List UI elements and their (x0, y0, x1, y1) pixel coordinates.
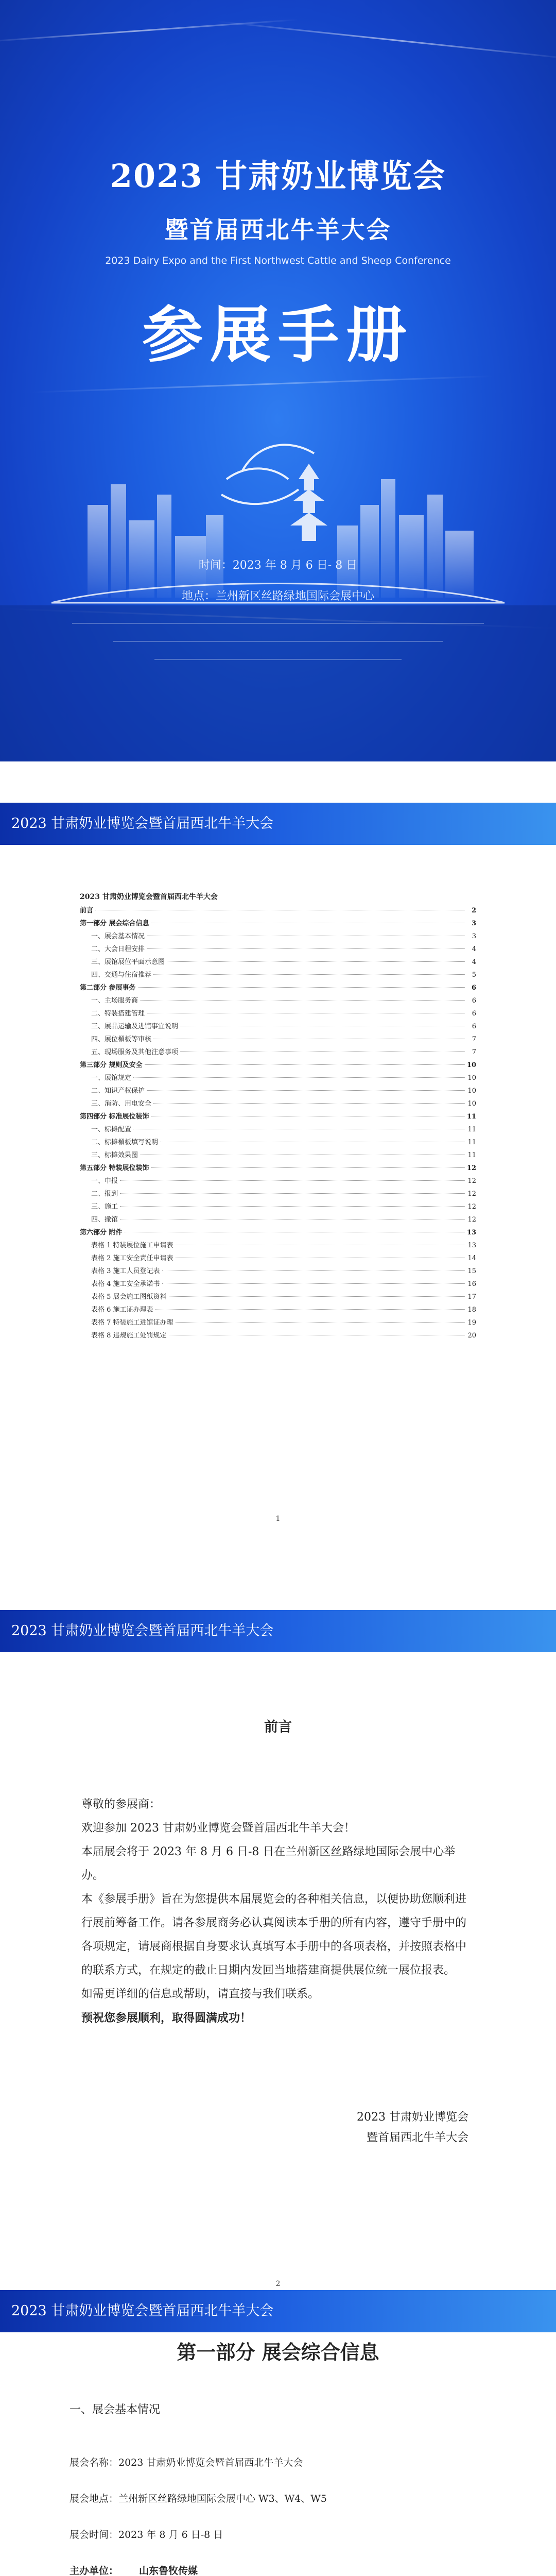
foreword-paragraph: 如需更详细的信息或帮助，请直接与我们联系。 (81, 1988, 320, 2001)
cover-english-title: 2023 Dairy Expo and the First Northwest Cattle and Sheep Conference (105, 255, 451, 266)
toc-entry-text: 第六部分 附件 (80, 1229, 123, 1236)
foreword-closing: 预祝您参展顺利，取得圆满成功！ (81, 2011, 252, 2025)
toc-entry-page: 11 (467, 1151, 476, 1159)
toc-entry-page: 12 (467, 1177, 476, 1185)
toc-entry-page: 10 (467, 1100, 476, 1108)
toc-entry-page: 12 (467, 1216, 476, 1224)
toc-entry-page: 13 (467, 1242, 476, 1249)
toc-leader-dots (167, 961, 465, 962)
toc-entry-page: 3 (472, 933, 476, 940)
toc-entry[interactable] (80, 1214, 476, 1227)
toc-entry-page: 7 (472, 1048, 476, 1056)
toc-entry[interactable] (80, 1330, 476, 1343)
toc-entry-page: 20 (467, 1332, 476, 1340)
toc-entry-text: 前言 (80, 907, 94, 914)
signature-line: 暨首届西北牛羊大会 (366, 2131, 468, 2144)
toc-entry-page: 12 (467, 1190, 476, 1198)
toc-entry-text: 表格 8 违规施工处罚规定 (91, 1332, 167, 1340)
toc-entry[interactable] (80, 995, 476, 1008)
foreword-signature (304, 2107, 468, 2148)
toc-entry-text: 一、标摊配置 (91, 1126, 132, 1133)
foreword-body (81, 1793, 473, 2030)
toc-entry[interactable] (80, 1085, 476, 1098)
toc-entry-text: 第五部分 特装展位装饰 (80, 1164, 149, 1172)
toc-entry-text: 第二部分 参展事务 (80, 984, 136, 992)
toc-entry[interactable] (80, 956, 476, 969)
toc-entry[interactable] (80, 905, 476, 918)
toc-entry[interactable] (80, 918, 476, 930)
toc-leader-dots (162, 1283, 465, 1284)
toc-entry-text: 表格 1 特装展位施工申请表 (91, 1242, 173, 1249)
toc-entry-page: 6 (471, 984, 476, 992)
page-header-band: 2023 甘肃奶业博览会暨首届西北牛羊大会 (0, 2290, 556, 2332)
toc-entry-page: 4 (472, 945, 476, 953)
toc-entry[interactable] (80, 1278, 476, 1291)
toc-entry[interactable] (80, 1252, 476, 1265)
cover-main-title: 参展手册 (142, 299, 414, 370)
toc-leader-dots (151, 1167, 465, 1168)
toc-entry-page: 11 (467, 1139, 476, 1146)
toc-entry[interactable] (80, 1033, 476, 1046)
host-label: 主办单位： (70, 2565, 119, 2576)
city-skyline-illustration (0, 0, 556, 761)
toc-leader-dots (138, 987, 465, 988)
toc-entry-text: 五、现场服务及其他注意事项 (91, 1048, 179, 1056)
toc-entry-text: 三、展馆展位平面示意图 (91, 958, 165, 966)
toc-entry[interactable] (80, 1265, 476, 1278)
signature-line: 2023 甘肃奶业博览会 (357, 2111, 468, 2124)
toc-entry-page: 13 (467, 1229, 477, 1236)
toc-entry-page: 6 (472, 1023, 476, 1030)
toc-leader-dots (162, 1270, 465, 1271)
toc-entry-text: 第四部分 标准展位装饰 (80, 1113, 149, 1121)
toc-entry-page: 4 (472, 958, 476, 966)
part1-title: 第一部分 展会综合信息 (177, 2341, 379, 2364)
toc-entry-page: 3 (471, 920, 476, 927)
toc-leader-dots (169, 1296, 465, 1297)
toc-entry[interactable] (80, 1201, 476, 1214)
toc-entry-page: 10 (467, 1087, 476, 1095)
toc-entry-text: 表格 7 特装施工进馆证办理 (91, 1319, 173, 1327)
toc-entry-text: 二、知识产权保护 (91, 1087, 145, 1095)
toc-entry[interactable] (80, 1175, 476, 1188)
foreword-paragraph: 本届展会将于 2023 年 8 月 6 日-8 日在兰州新区丝路绿地国际会展中心举办。 (81, 1845, 456, 1882)
toc-entry-text: 第一部分 展会综合信息 (80, 920, 149, 927)
toc-leader-dots (147, 948, 465, 949)
toc-entry-text: 三、标摊效果图 (91, 1151, 138, 1159)
toc-entry-text: 四、展位楣板等审核 (91, 1036, 152, 1043)
expo-venue: 展会地点：兰州新区丝路绿地国际会展中心 W3、W4、W5 (70, 2493, 327, 2504)
cover-title: 2023 甘肃奶业博览会 (110, 157, 446, 195)
toc-entry-page: 17 (467, 1293, 476, 1301)
toc-entry-page: 15 (467, 1267, 476, 1275)
toc-entry-text: 二、特装搭建管理 (91, 1010, 145, 1018)
cover-time: 时间：2023 年 8 月 6 日- 8 日 (198, 559, 358, 572)
toc-entry[interactable] (80, 943, 476, 956)
page-number: 1 (275, 1515, 281, 1523)
toc-entry-page: 6 (472, 997, 476, 1005)
toc-entry-page: 6 (472, 1010, 476, 1018)
toc-leader-dots (133, 1077, 465, 1078)
toc-entry-text: 四、交通与住宿推荐 (91, 971, 152, 979)
toc-entry-text: 三、施工 (91, 1203, 118, 1211)
toc-leader-dots (176, 1322, 465, 1323)
host-name: 山东鲁牧传媒 (139, 2565, 198, 2576)
toc-leader-dots (153, 1103, 465, 1104)
toc-entry[interactable] (80, 1098, 476, 1111)
toc-entry-text: 三、展品运输及进馆事宜说明 (91, 1023, 179, 1030)
page-number: 2 (275, 2280, 281, 2288)
toc-entry[interactable] (80, 1059, 476, 1072)
toc-leader-dots (155, 1309, 465, 1310)
toc-entry[interactable] (80, 1227, 476, 1240)
toc-entry-page: 16 (467, 1280, 476, 1288)
toc-entry[interactable] (80, 930, 476, 943)
part1-section-heading: 一、展会基本情况 (70, 2403, 161, 2416)
toc-entry-text: 一、主场服务商 (91, 997, 138, 1005)
toc-entry-text: 一、展馆规定 (91, 1074, 132, 1082)
toc-entry[interactable] (80, 1008, 476, 1021)
toc-entry[interactable] (80, 1149, 476, 1162)
toc-entry-page: 7 (472, 1036, 476, 1043)
expo-time: 展会时间：2023 年 8 月 6 日-8 日 (70, 2529, 223, 2540)
toc-entry[interactable] (80, 1111, 476, 1124)
toc-entry-text: 一、展会基本情况 (91, 933, 145, 940)
toc-leader-dots (120, 1206, 465, 1207)
toc-entry-page: 10 (467, 1061, 477, 1069)
toc-leader-dots (147, 1090, 465, 1091)
toc-entry-page: 11 (467, 1126, 476, 1133)
toc-entry-text: 表格 4 施工安全承诺书 (91, 1280, 160, 1288)
toc-entry[interactable] (80, 1317, 476, 1330)
page-header-band: 2023 甘肃奶业博览会暨首届西北牛羊大会 (0, 1610, 556, 1652)
toc-title: 2023 甘肃奶业博览会暨首届西北牛羊大会 (80, 893, 218, 901)
expo-name: 展会名称：2023 甘肃奶业博览会暨首届西北牛羊大会 (70, 2457, 303, 2468)
cover-place: 地点：兰州新区丝路绿地国际会展中心 (181, 590, 374, 603)
toc-leader-dots (153, 974, 465, 975)
toc-entry-page: 2 (471, 907, 476, 914)
cover-page (0, 0, 556, 761)
toc-entry-text: 一、申报 (91, 1177, 118, 1185)
toc-leader-dots (120, 1180, 465, 1181)
host-row (70, 2563, 198, 2576)
toc-leader-dots (140, 1000, 465, 1001)
toc-entry-page: 5 (472, 971, 476, 979)
foreword-paragraph: 本《参展手册》旨在为您提供本届展览会的各种相关信息，以便协助您顺利进行展前筹备工作。请各参展商务必认真阅读本手册的所有内容，遵守手册中的各项规定，请展商根据自身要求认真填写本手册中的各项表格，并按照表格中的联系方式，在规定的截止日期内发回当地搭建商提供展位统一展位报表。 (81, 1893, 467, 1977)
table-of-contents (80, 891, 476, 1343)
cover-subtitle: 暨首届西北牛羊大会 (164, 216, 392, 244)
toc-entry-text: 表格 2 施工安全责任申请表 (91, 1255, 173, 1262)
toc-entry[interactable] (80, 1291, 476, 1304)
toc-entry-page: 12 (467, 1164, 477, 1172)
toc-entry-page: 18 (467, 1306, 476, 1314)
toc-entry-page: 19 (467, 1319, 476, 1327)
toc-entry[interactable] (80, 1304, 476, 1317)
toc-leader-dots (145, 1064, 465, 1065)
foreword-title: 前言 (264, 1719, 292, 1735)
toc-entry-page: 12 (467, 1203, 476, 1211)
toc-entry-page: 14 (467, 1255, 476, 1262)
toc-entry-text: 三、消防、用电安全 (91, 1100, 152, 1108)
toc-entry-page: 11 (467, 1113, 477, 1121)
toc-entry[interactable] (80, 982, 476, 995)
toc-entry-text: 表格 6 施工证办理表 (91, 1306, 153, 1314)
foreword-paragraph: 欢迎参加 2023 甘肃奶业博览会暨首届西北牛羊大会！ (81, 1822, 355, 1835)
toc-entry[interactable] (80, 1240, 476, 1252)
toc-entry-text: 四、撤馆 (91, 1216, 118, 1224)
page-header-band: 2023 甘肃奶业博览会暨首届西北牛羊大会 (0, 803, 556, 845)
foreword-greeting: 尊敬的参展商： (81, 1798, 161, 1811)
toc-entry[interactable] (80, 1072, 476, 1085)
toc-entry-page: 10 (467, 1074, 476, 1082)
toc-leader-dots (120, 1193, 465, 1194)
toc-entry[interactable] (80, 969, 476, 982)
toc-entry-text: 二、标摊楣板填写说明 (91, 1139, 159, 1146)
toc-entry[interactable] (80, 1137, 476, 1149)
toc-entry-text: 二、报到 (91, 1190, 118, 1198)
toc-entry[interactable] (80, 1162, 476, 1175)
toc-entry[interactable] (80, 1188, 476, 1201)
toc-entry[interactable] (80, 1021, 476, 1033)
toc-entry-text: 表格 5 展会施工图纸资料 (91, 1293, 167, 1301)
toc-entry-text: 表格 3 施工人员登记表 (91, 1267, 160, 1275)
toc-entry[interactable] (80, 1124, 476, 1137)
toc-entry-text: 二、大会日程安排 (91, 945, 145, 953)
toc-entry[interactable] (80, 1046, 476, 1059)
toc-entry-text: 第三部分 规则及安全 (80, 1061, 143, 1069)
